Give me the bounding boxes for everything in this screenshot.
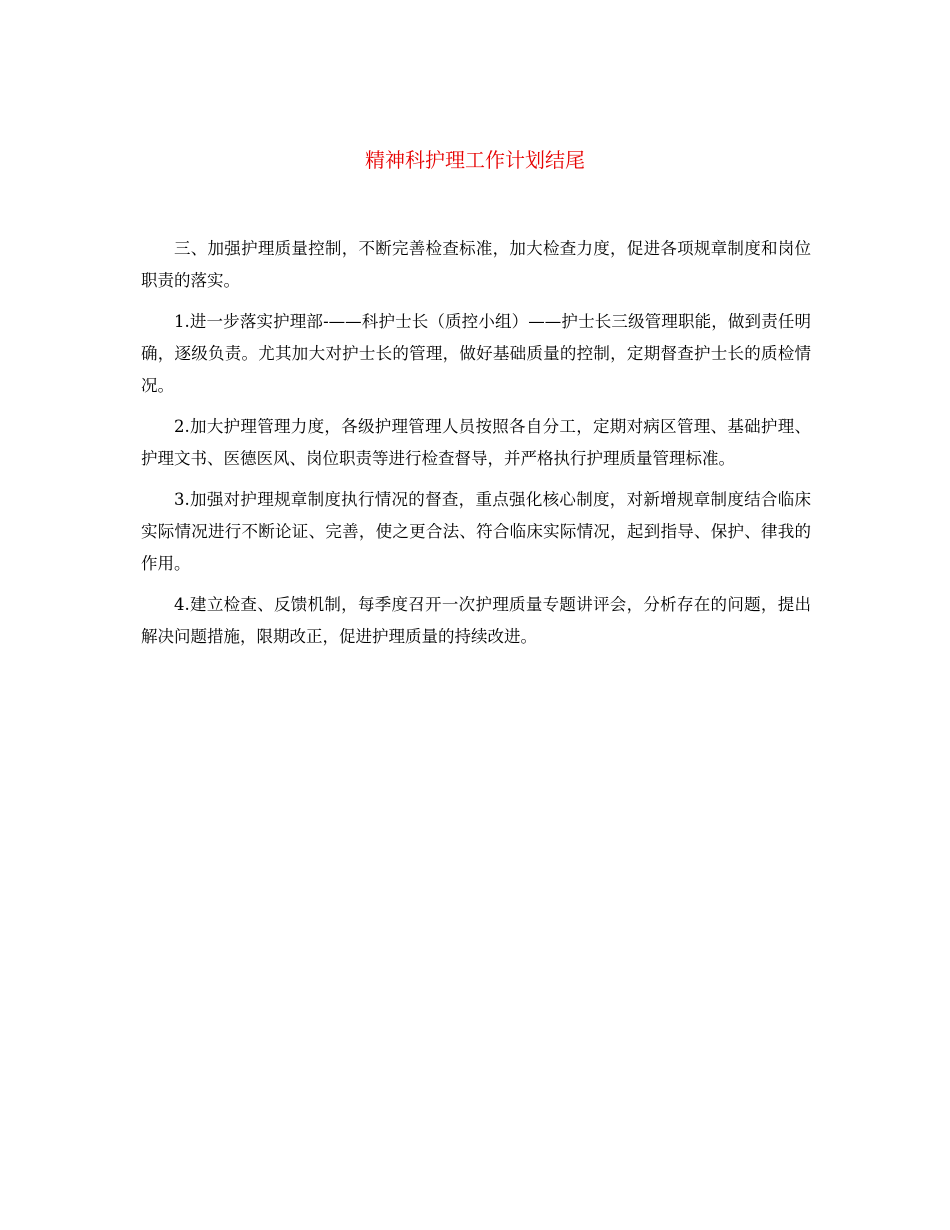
paragraph-item-4: 4.建立检查、反馈机制，每季度召开一次护理质量专题讲评会，分析存在的问题，提出解决问题措施，限期改正，促进护理质量的持续改进。 <box>141 595 811 646</box>
paragraph-item-2: 2.加大护理管理力度，各级护理管理人员按照各自分工，定期对病区管理、基础护理、护理文书、医德医风、岗位职责等进行检查督导，并严格执行护理质量管理标准。 <box>141 417 811 468</box>
document-body <box>141 233 811 662</box>
paragraph-item-3: 3.加强对护理规章制度执行情况的督查，重点强化核心制度，对新增规章制度结合临床实际情况进行不断论证、完善，使之更合法、符合临床实际情况，起到指导、保护、律我的作用。 <box>141 490 811 573</box>
paragraph-intro: 三、加强护理质量控制，不断完善检查标准，加大检查力度，促进各项规章制度和岗位职责的落实。 <box>141 239 811 290</box>
document-title: 精神科护理工作计划结尾 <box>365 148 585 172</box>
paragraph-item-1: 1.进一步落实护理部-——科护士长（质控小组）——护士长三级管理职能，做到责任明确，逐级负责。尤其加大对护士长的管理，做好基础质量的控制，定期督查护士长的质检情况。 <box>141 312 811 395</box>
